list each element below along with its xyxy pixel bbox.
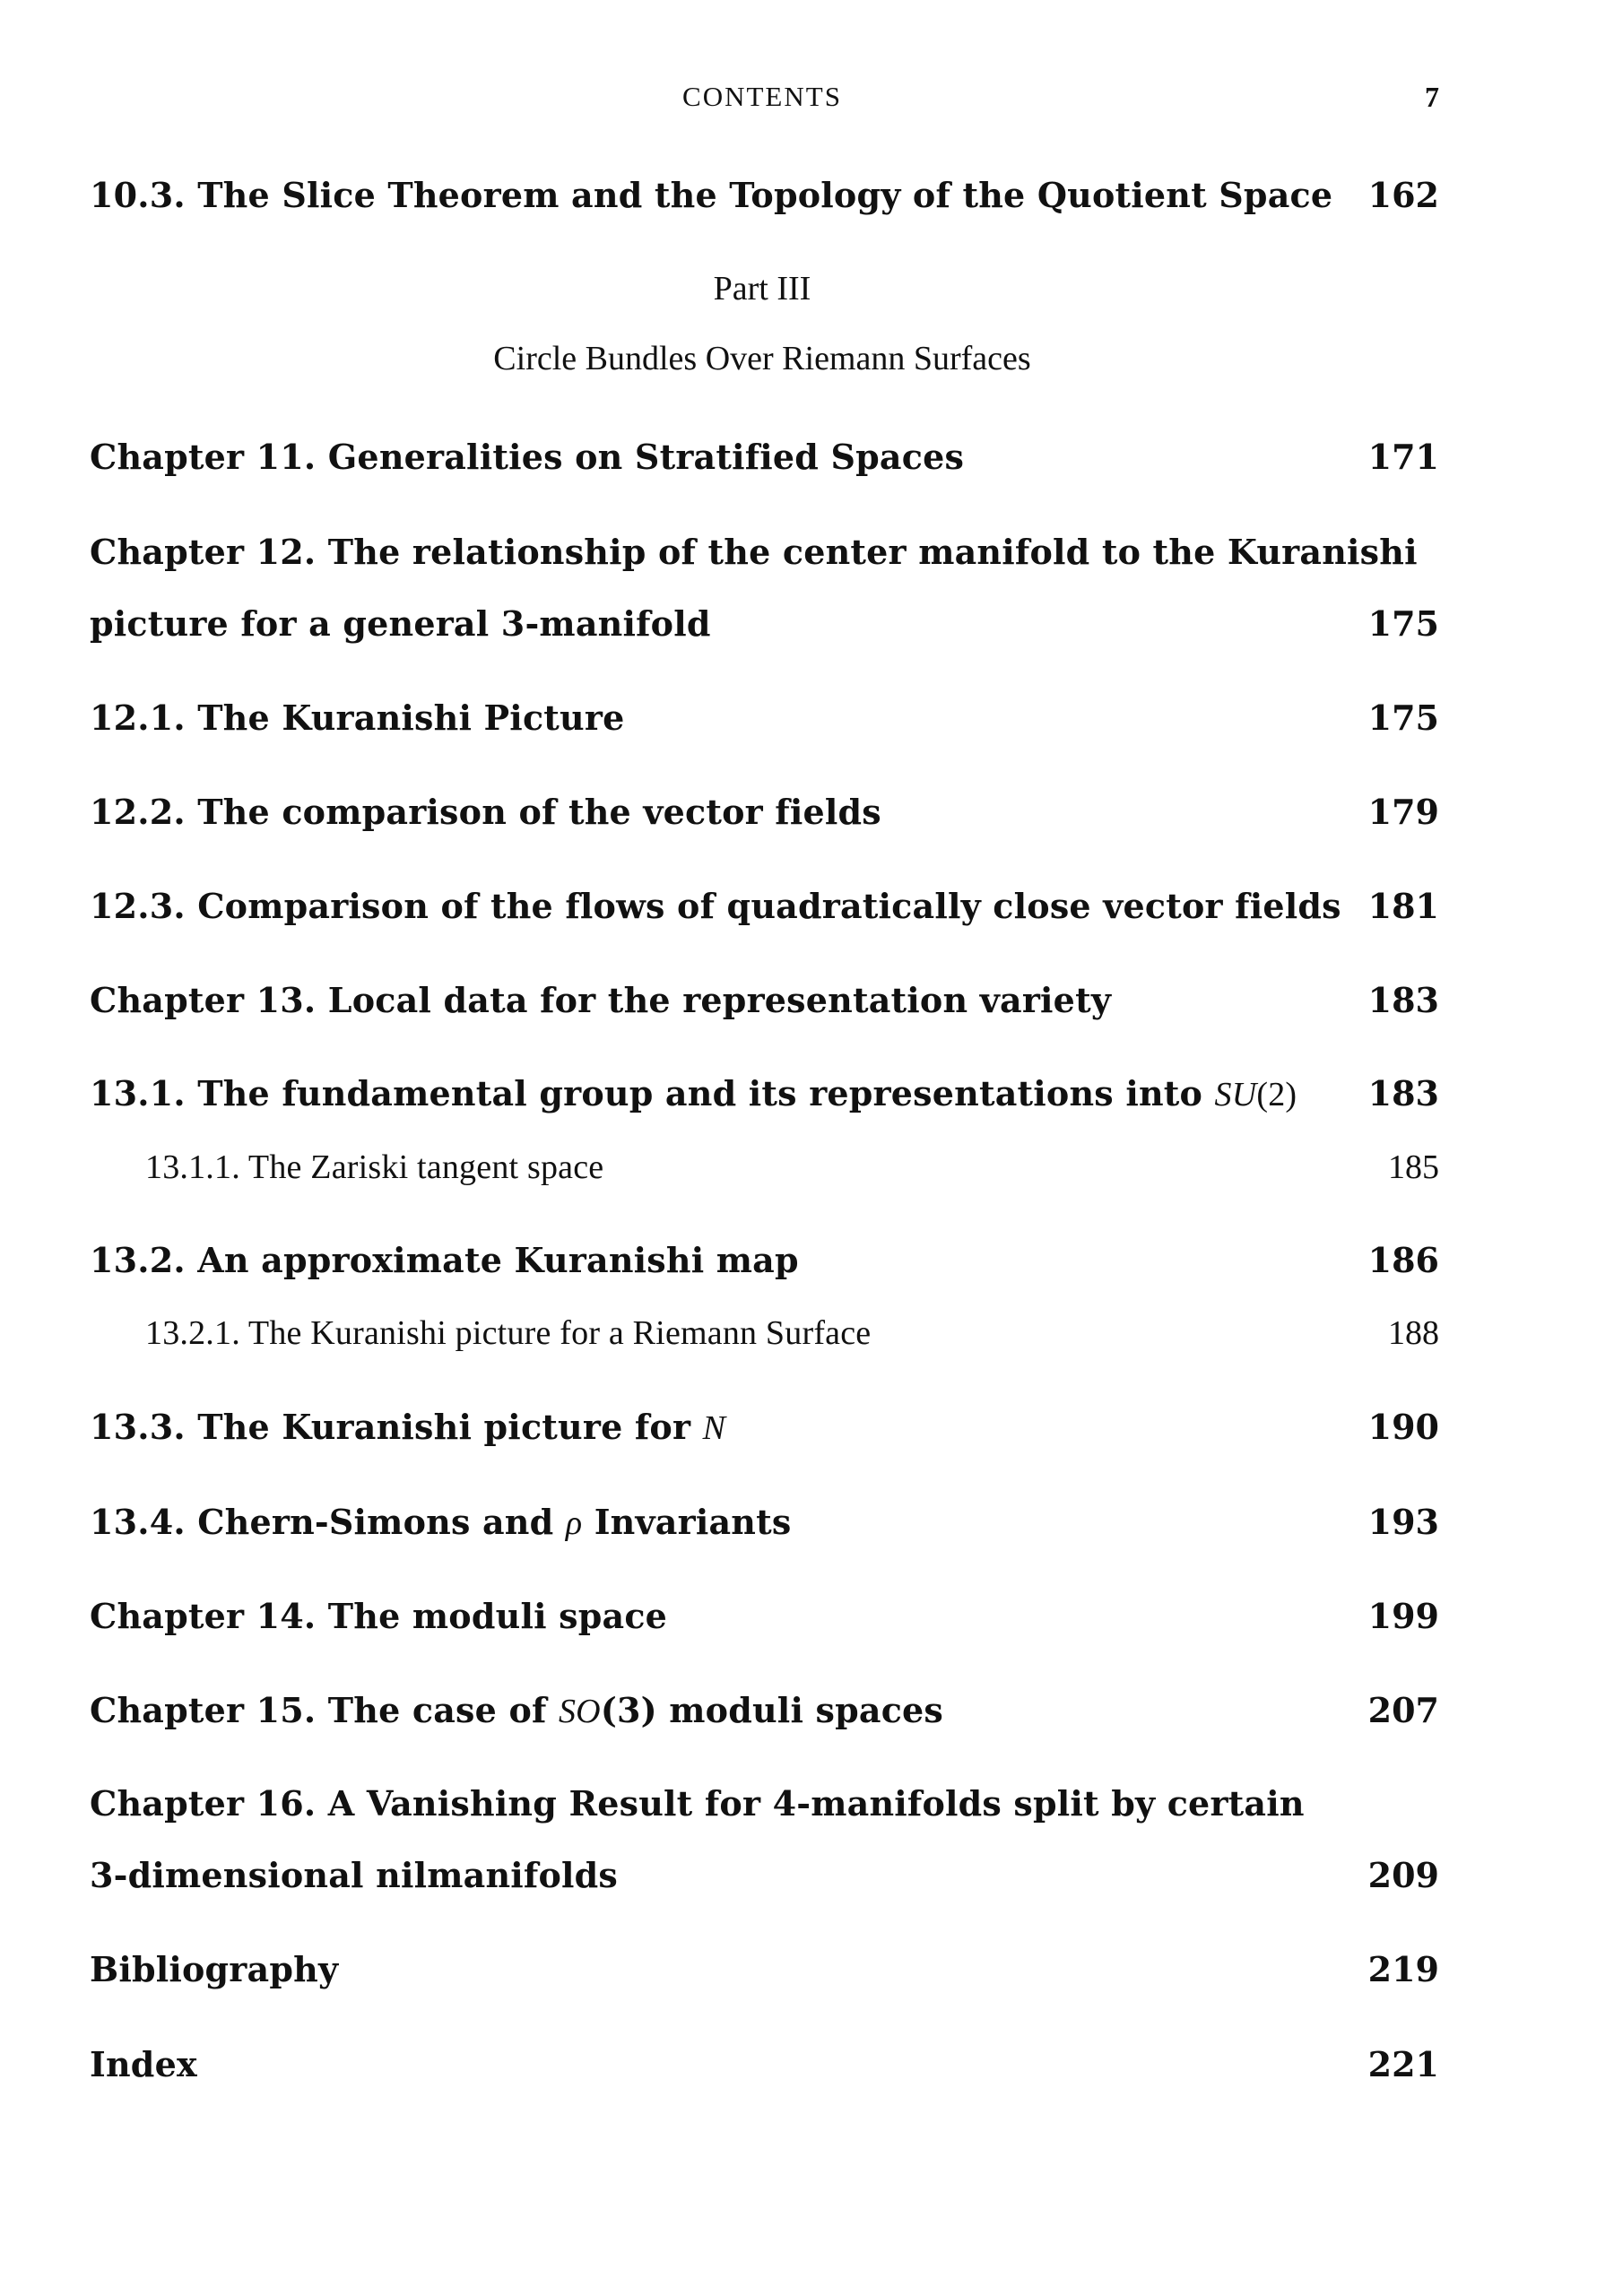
toc-entry-title [90, 1502, 791, 1543]
toc-entry-page: 190 [1367, 1407, 1439, 1447]
toc-entry-chapter-12-line1 [90, 532, 1439, 582]
toc-entry-title-text: 13.4. Chern-Simons and [90, 1502, 566, 1542]
part-title: Circle Bundles Over Riemann Surfaces [493, 340, 1031, 377]
toc-entry-page: 171 [1367, 437, 1439, 477]
toc-entry-page: 181 [1367, 886, 1439, 926]
toc-entry-title: Bibliography [90, 1949, 339, 1989]
toc-entry-12-2 [90, 792, 1439, 842]
math-symbol: ρ [565, 1504, 583, 1542]
toc-entry-bibliography [90, 1949, 1439, 1999]
toc-entry-chapter-12-line2 [90, 603, 1439, 654]
math-symbol: SO [558, 1693, 601, 1730]
toc-entry-page: 162 [1367, 175, 1439, 215]
running-head [0, 81, 1614, 117]
toc-entry-13-1-1 [90, 1148, 1439, 1198]
toc-entry-title: 12.2. The comparison of the vector fields [90, 792, 881, 832]
toc-entry-page: 185 [1388, 1148, 1439, 1186]
toc-entry-13-4 [90, 1502, 1439, 1552]
toc-entry-page: 193 [1367, 1502, 1439, 1542]
toc-entry-title: Index [90, 2044, 197, 2084]
toc-entry-page: 186 [1367, 1240, 1439, 1280]
running-title: CONTENTS [682, 81, 842, 112]
toc-entry-page: 183 [1367, 980, 1439, 1020]
toc-entry-title: 10.3. The Slice Theorem and the Topology of the Quotient Space [90, 175, 1333, 215]
toc-entry-page: 207 [1367, 1690, 1439, 1730]
toc-entry-title: Chapter 16. A Vanishing Result for 4-manifolds split by certain [90, 1783, 1305, 1824]
toc-entry-title [90, 1073, 1297, 1114]
toc-entry-page: 175 [1367, 603, 1439, 644]
toc-entry-page: 219 [1367, 1949, 1439, 1989]
toc-entry-page: 188 [1388, 1314, 1439, 1352]
toc-entry-title [90, 1407, 725, 1448]
toc-entry-title-text: 13.3. The Kuranishi picture for [90, 1407, 703, 1447]
toc-entry-title: Chapter 11. Generalities on Stratified Spaces [90, 437, 965, 477]
part-label: Part III [713, 270, 811, 308]
toc-entry-13-1 [90, 1073, 1439, 1123]
toc-entry-chapter-13 [90, 980, 1439, 1030]
toc-entry-chapter-16-line2 [90, 1855, 1439, 1905]
toc-entry-chapter-11 [90, 437, 1439, 487]
toc-entry-title [90, 1690, 943, 1731]
toc-entry-chapter-15 [90, 1690, 1439, 1740]
toc-entry-10-3 [90, 175, 1439, 225]
toc-entry-12-3 [90, 886, 1439, 936]
toc-entry-page: 175 [1367, 697, 1439, 738]
toc-entry-title: Chapter 14. The moduli space [90, 1596, 668, 1636]
toc-entry-page: 179 [1367, 792, 1439, 832]
toc-entry-13-3 [90, 1407, 1439, 1457]
toc-entry-title: 13.2. An approximate Kuranishi map [90, 1240, 799, 1280]
math-symbol: SU [1214, 1076, 1257, 1113]
toc-entry-title: 13.1.1. The Zariski tangent space [145, 1148, 604, 1186]
math-symbol: N [702, 1409, 726, 1447]
toc-entry-13-2-1 [90, 1313, 1439, 1364]
toc-entry-page: 221 [1367, 2044, 1439, 2084]
toc-entry-title: 3-dimensional nilmanifolds [90, 1855, 619, 1895]
page-number: 7 [1425, 81, 1439, 113]
toc-entry-title-text: 13.1. The fundamental group and its representations into [90, 1073, 1215, 1113]
toc-entry-index [90, 2044, 1439, 2094]
toc-entry-title: Chapter 13. Local data for the representation variety [90, 980, 1112, 1020]
toc-entry-title: 12.3. Comparison of the flows of quadratically close vector fields [90, 886, 1341, 926]
toc-entry-title: 13.2.1. The Kuranishi picture for a Riemann Surface [145, 1314, 872, 1352]
toc-entry-title: picture for a general 3-manifold [90, 603, 711, 644]
toc-entry-title: Chapter 12. The relationship of the center manifold to the Kuranishi [90, 532, 1418, 572]
toc-entry-page: 199 [1367, 1596, 1439, 1636]
toc-entry-title-suffix: Invariants [582, 1502, 792, 1542]
toc-entry-chapter-14 [90, 1596, 1439, 1646]
toc-entry-13-2 [90, 1240, 1439, 1290]
toc-entry-chapter-16-line1 [90, 1783, 1439, 1833]
math-suffix: (2) [1256, 1076, 1297, 1113]
toc-entry-page: 183 [1367, 1073, 1439, 1113]
toc-entry-title-suffix: (3) moduli spaces [600, 1690, 944, 1730]
toc-entry-title-text: Chapter 15. The case of [90, 1690, 559, 1730]
toc-entry-page: 209 [1367, 1855, 1439, 1895]
toc-entry-12-1 [90, 697, 1439, 748]
toc-entry-title: 12.1. The Kuranishi Picture [90, 697, 625, 738]
